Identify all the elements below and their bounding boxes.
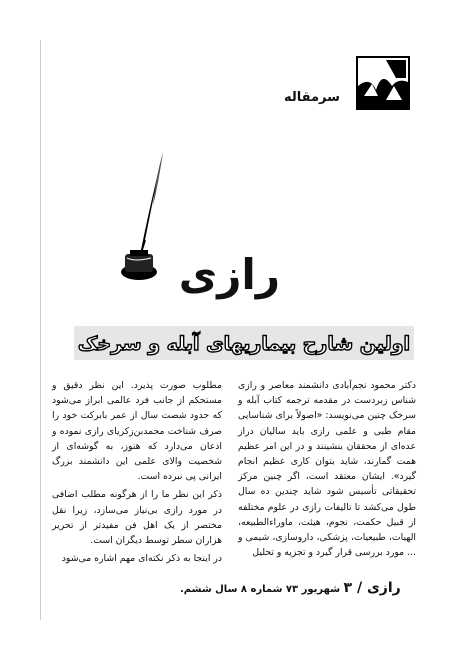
- paragraph: مطلوب صورت پذیرد. این نظر دقیق و مستحکم از جانب فرد عالمی ابراز می‌شود که حدود شصت سال از عمر بابرکت خود را صرف شناخت محمدبن‌زکریای رازی نموده و اذعان می‌دارد که هنوز، به گوشه‌ای از شخصیت والای علمی این دانشمند بزرگ ایرانی پی نبرده است.: [52, 380, 222, 483]
- section-label: سرمقاله: [284, 90, 340, 105]
- article-subtitle-text: اولین شارح بیماریهای آبله و سرخک: [77, 333, 411, 355]
- page-label: رازی / ۳: [343, 580, 401, 596]
- issue-info: شهریور ۷۳ شماره ۸ سال ششم.: [180, 584, 341, 595]
- article-subtitle: [74, 318, 414, 364]
- magazine-logo-icon: [356, 56, 410, 110]
- article-title: رازی: [178, 250, 280, 299]
- paragraph: دکتر محمود نجم‌آبادی دانشمند معاصر و رازی شناس زبردست در مقدمه ترجمه کتاب آبله و سرخک چنین می‌نویسد: «اصولاً برای شناسایی مقام طبی و علمی رازی باید سالیان دراز عده‌ای از محققان بنشینند و در این امر عظیم همت گمارند، شاید بتوان کاری عظیم انجام گیرد». ایشان معتقد است، اگر چنین مرکز تحقیقاتی تأسیس شود شاید چندین ده سال طول می‌کشد تا تالیفات رازی در علوم مختلفه از قبیل حکمت، نجوم، هیئت، ماوراءالطبیعه، الهیات، طبیعیات، پزشکی، داروسازی، شیمی و ... مورد بررسی قرار گیرد و تجزیه و تحلیل: [238, 380, 416, 559]
- quill-and-inkwell-icon: [115, 150, 175, 290]
- paragraph: در اینجا به ذکر نکته‌ای مهم اشاره می‌شود: [61, 553, 222, 565]
- article-column-right: [238, 378, 416, 563]
- paragraph: ذکر این نظر ما را از هرگونه مطلب اضافی در مورد رازی بی‌نیاز می‌سازد، زیرا نقل مختصر از یک اهل فن مفیدتر از تحریر هزاران سطر توسط دیگران است.: [52, 489, 222, 547]
- article-column-left: [52, 378, 222, 569]
- page-footer: [180, 580, 401, 596]
